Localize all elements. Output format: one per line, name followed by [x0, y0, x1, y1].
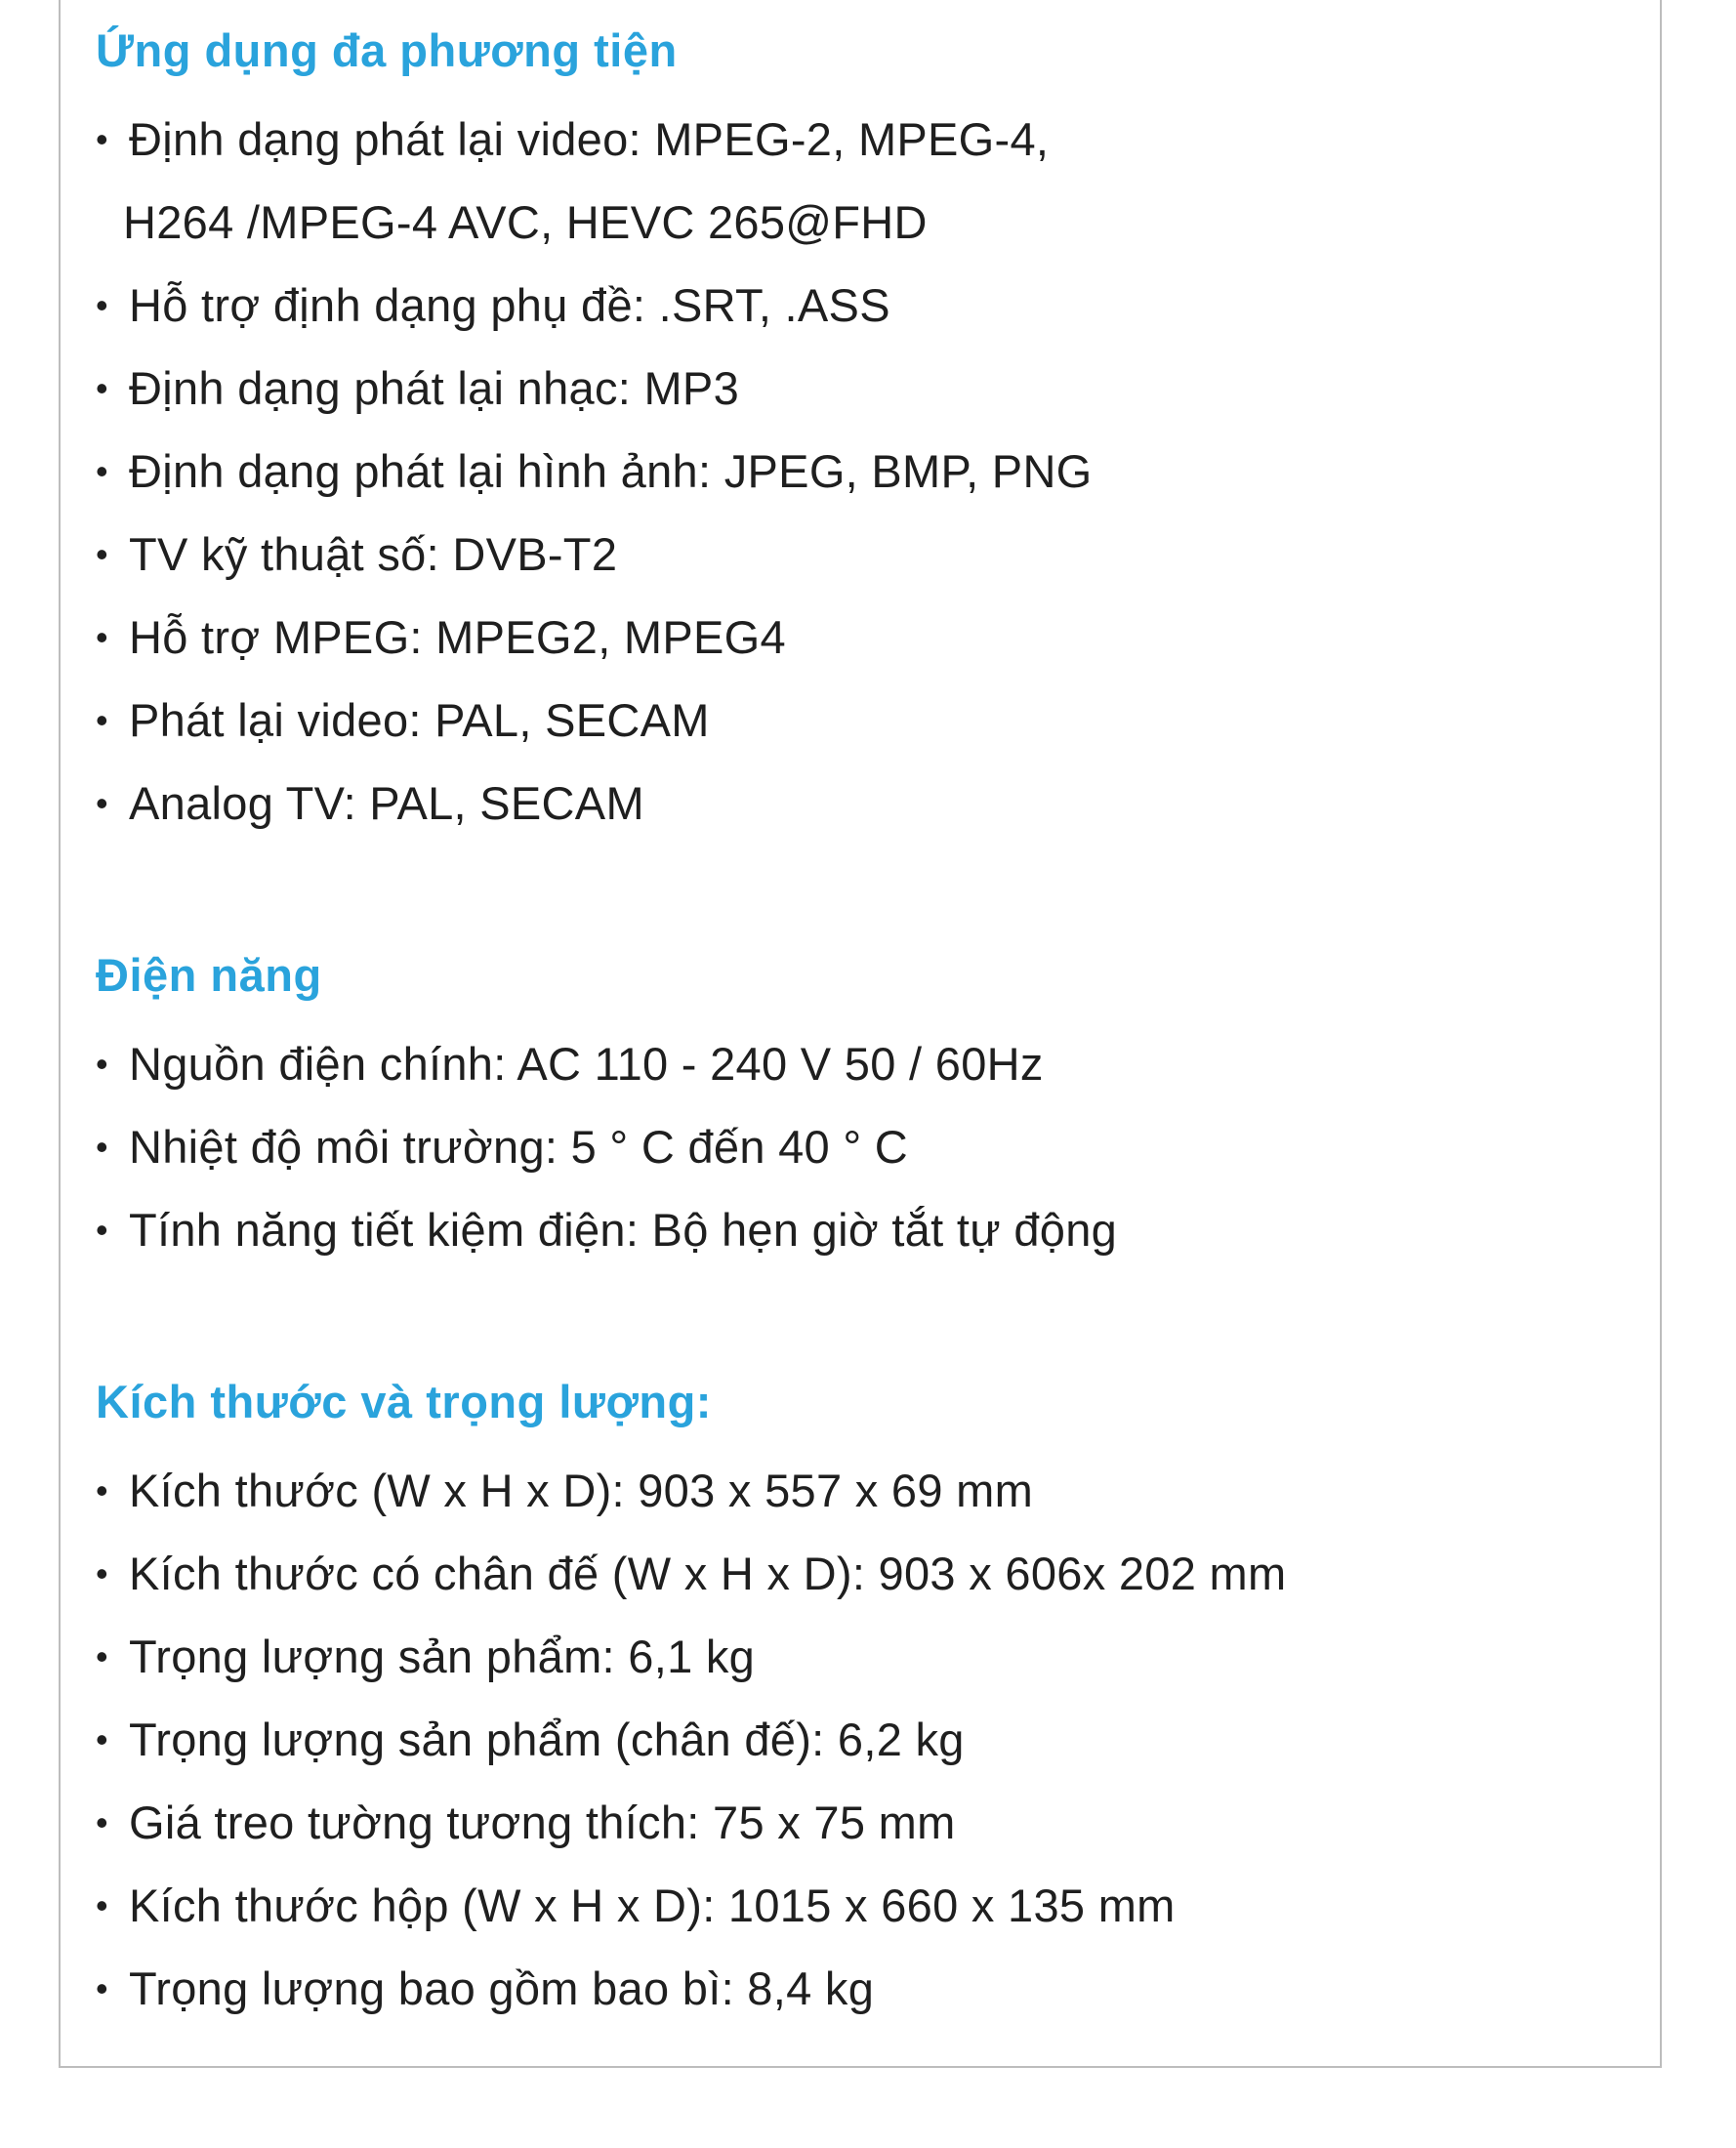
spec-item: • Analog TV: PAL, SECAM [96, 762, 1619, 845]
section-dimensions [96, 1369, 1619, 2030]
spec-item: • Trọng lượng bao gồm bao bì: 8,4 kg [96, 1947, 1619, 2030]
spec-item: • Kích thước (W x H x D): 903 x 557 x 69 mm [96, 1449, 1619, 1532]
spec-item: • Kích thước hộp (W x H x D): 1015 x 660 x 135 mm [96, 1864, 1619, 1947]
spec-content [96, 18, 1619, 2030]
spec-item: • Trọng lượng sản phẩm: 6,1 kg [96, 1615, 1619, 1698]
spec-item-continuation: H264 /MPEG-4 AVC, HEVC 265@FHD [123, 196, 928, 248]
spec-list-power [96, 1022, 1619, 1271]
spec-item: • Nguồn điện chính: AC 110 - 240 V 50 / 60Hz [96, 1022, 1619, 1105]
spec-item: • Trọng lượng sản phẩm (chân đế): 6,2 kg [96, 1698, 1619, 1781]
spec-item: • Định dạng phát lại hình ảnh: JPEG, BMP, PNG [96, 430, 1619, 513]
section-title-multimedia: Ứng dụng đa phương tiện [96, 24, 678, 76]
spec-item: • TV kỹ thuật số: DVB-T2 [96, 513, 1619, 596]
section-multimedia [96, 18, 1619, 845]
spec-item: • Giá treo tường tương thích: 75 x 75 mm [96, 1781, 1619, 1864]
spec-item: • Định dạng phát lại video: MPEG-2, MPEG-4, [96, 98, 1619, 181]
section-spacer [96, 845, 1619, 942]
section-title-dimensions: Kích thước và trọng lượng: [96, 1376, 712, 1427]
spec-item: • Phát lại video: PAL, SECAM [96, 679, 1619, 762]
spec-item: • Nhiệt độ môi trường: 5 ° C đến 40 ° C [96, 1105, 1619, 1188]
section-title-power: Điện năng [96, 949, 322, 1001]
spec-item: • Định dạng phát lại nhạc: MP3 [96, 347, 1619, 430]
spec-item: • Kích thước có chân đế (W x H x D): 903 x 606x 202 mm [96, 1532, 1619, 1615]
spec-item: • Tính năng tiết kiệm điện: Bộ hẹn giờ tắt tự động [96, 1188, 1619, 1271]
section-power [96, 942, 1619, 1271]
spec-item: • Hỗ trợ định dạng phụ đề: .SRT, .ASS [96, 264, 1619, 347]
spec-item: • Hỗ trợ MPEG: MPEG2, MPEG4 [96, 596, 1619, 679]
spec-list-dimensions [96, 1449, 1619, 2030]
section-spacer [96, 1271, 1619, 1369]
spec-list-multimedia [96, 98, 1619, 845]
